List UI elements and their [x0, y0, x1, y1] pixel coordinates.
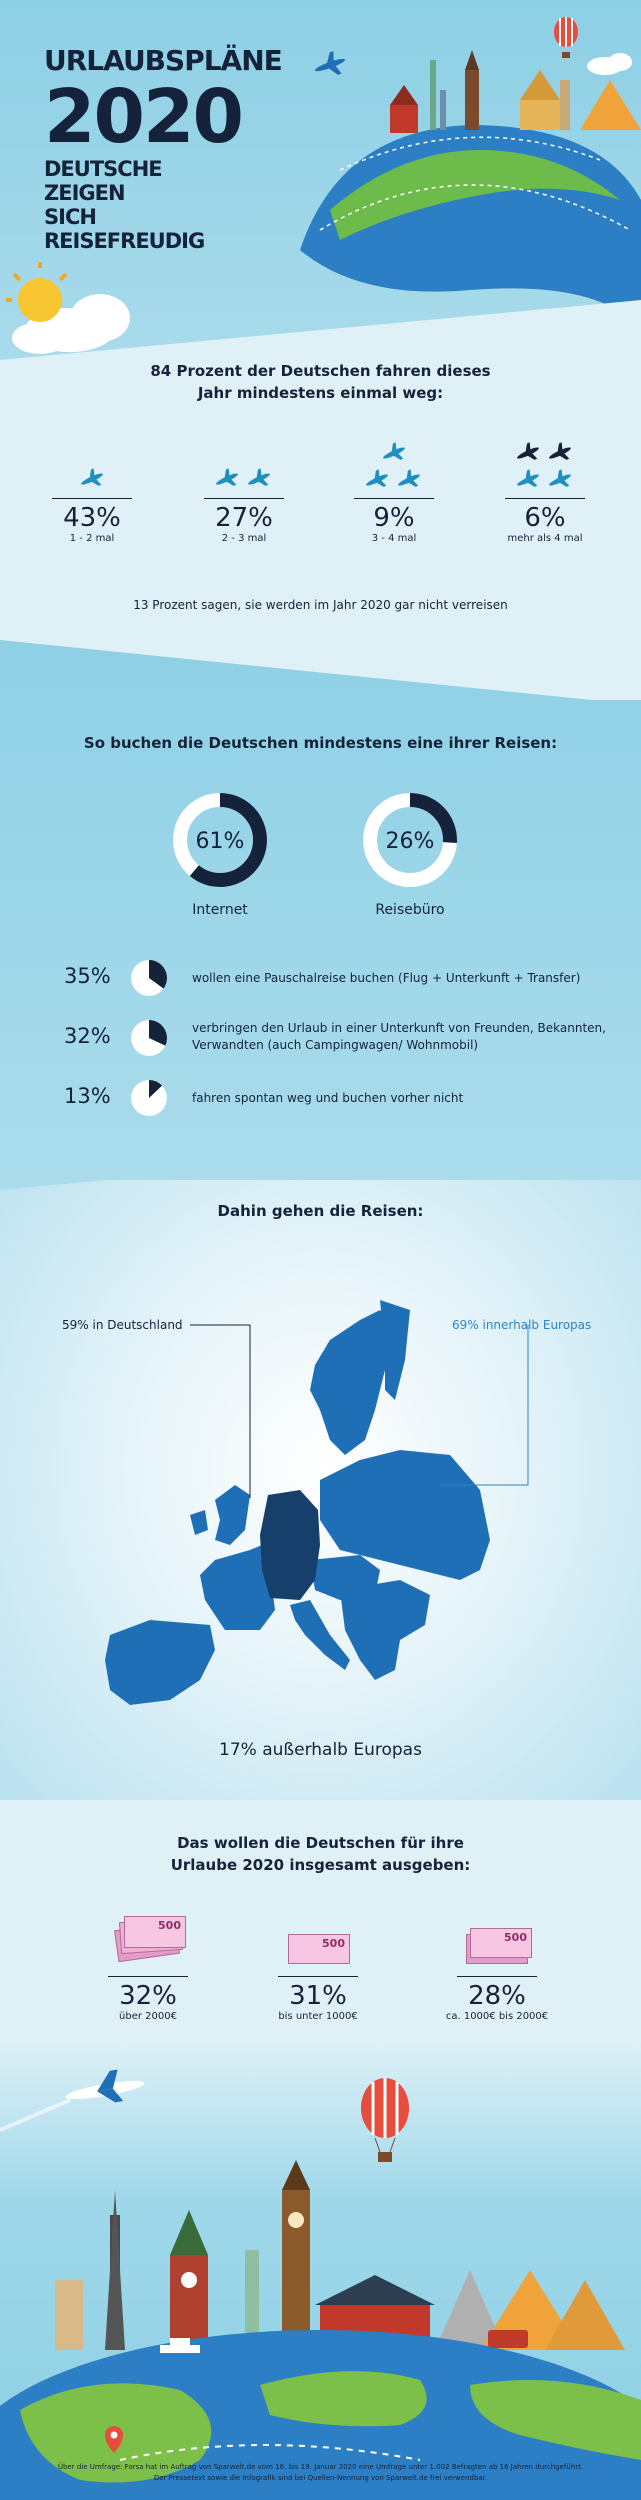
frequency-label: 1 - 2 mal: [69, 533, 115, 544]
europe-map: [0, 1240, 641, 1710]
header-section: [0, 0, 641, 360]
spending-item: [98, 1912, 198, 2022]
title-line1: URLAUBSPLÄNE: [44, 44, 282, 77]
airplane-icon: [62, 2065, 146, 2110]
frequency-label: 2 - 3 mal: [221, 533, 267, 544]
germany-region: [260, 1490, 320, 1600]
booking-row: [64, 958, 624, 998]
divider: [52, 498, 132, 499]
booking-row-value: 35%: [64, 964, 111, 988]
spending-item: [442, 1912, 552, 2022]
frequency-value: 43%: [63, 503, 121, 533]
germany-share-label: 59% in Deutschland: [62, 1318, 183, 1332]
airplane-icon: [311, 48, 349, 81]
airplane-icon-group: [495, 440, 595, 494]
survey-footnote: Über die Umfrage: Forsa hat im Auftrag von Sparwelt.de vom 16. bis 19. Januar 2020 eine Umfrage unter 1.002 Befragten ab 16 Jahren durchgeführt. Der Pressetext sowie die Infografik sind bei Quellen-Nennung von Sparwelt.de frei verwendbar.: [57, 2463, 584, 2482]
donut-value: 26%: [385, 829, 435, 854]
spending-heading: Das wollen die Deutschen für ihre Urlaube 2020 insgesamt ausgeben:: [170, 1834, 471, 1874]
donut-internet: [170, 790, 270, 918]
frequency-value: 27%: [215, 503, 273, 533]
divider: [457, 1976, 537, 1977]
airplane-icon-group: [194, 464, 294, 494]
destinations-section: [0, 1180, 641, 1820]
spending-value: 31%: [289, 1981, 347, 2011]
spending-value: 32%: [119, 1981, 177, 2011]
bus-icon: [488, 2330, 528, 2348]
divider: [354, 498, 434, 499]
banknote-icon: 500: [268, 1912, 368, 1972]
booking-row: [64, 1018, 624, 1058]
spending-label: ca. 1000€ bis 2000€: [445, 2011, 549, 2022]
spending-label: über 2000€: [119, 2011, 177, 2022]
outside-europe-label: 17% außerhalb Europas: [219, 1740, 422, 1760]
donut-chart: [360, 790, 460, 890]
footer-section: [0, 2040, 641, 2500]
subtitle-line2: SICH REISEFREUDIG: [44, 205, 205, 253]
hot-air-balloon-icon: [361, 2078, 409, 2162]
booking-row-value: 32%: [64, 1024, 111, 1048]
divider: [108, 1976, 188, 1977]
pie-icon: [129, 1018, 169, 1058]
title-year: 2020: [44, 74, 242, 160]
section-divider: [0, 300, 641, 360]
frequency-note: 13 Prozent sagen, sie werden im Jahr 2020 gar nicht verreisen: [133, 598, 508, 612]
booking-row-text: verbringen den Urlaub in einer Unterkunft von Freunden, Bekannten, Verwandten (auch Campingwagen/ Wohnmobil): [192, 1021, 606, 1052]
donut-label: Internet: [192, 902, 248, 918]
banknote-pair-icon: 500: [442, 1912, 552, 1972]
frequency-item: [344, 440, 444, 544]
europe-share-label: 69% innerhalb Europas: [452, 1318, 592, 1332]
frequency-value: 6%: [524, 503, 566, 533]
hot-air-balloon-icon: [554, 17, 578, 58]
booking-row: [64, 1078, 624, 1118]
airplane-icon-group: [344, 440, 444, 494]
world-landmarks-illustration: [0, 2040, 641, 2500]
frequency-label: 3 - 4 mal: [371, 533, 417, 544]
frequency-section: [0, 360, 641, 640]
booking-row-value: 13%: [64, 1084, 111, 1108]
airplane-icon-group: [42, 464, 142, 494]
frequency-label: mehr als 4 mal: [507, 533, 583, 544]
booking-row-text: wollen eine Pauschalreise buchen (Flug + Unterkunft + Transfer): [192, 971, 581, 985]
spending-value: 28%: [468, 1981, 526, 2011]
banknote-stack-icon: 500: [98, 1912, 198, 1972]
frequency-item: [42, 464, 142, 544]
frequency-value: 9%: [373, 503, 415, 533]
spending-label: bis unter 1000€: [278, 2011, 358, 2022]
donut-travel-agency: [360, 790, 460, 918]
spending-item: [268, 1912, 368, 2022]
booking-row-text: fahren spontan weg und buchen vorher nicht: [192, 1091, 464, 1105]
divider: [278, 1976, 358, 1977]
pie-icon: [129, 1078, 169, 1118]
donut-label: Reisebüro: [375, 902, 445, 918]
section-divider: [0, 640, 641, 700]
donut-chart: [170, 790, 270, 890]
frequency-heading: 84 Prozent der Deutschen fahren dieses Jahr mindestens einmal weg:: [150, 362, 491, 402]
pie-icon: [129, 958, 169, 998]
divider: [505, 498, 585, 499]
divider: [204, 498, 284, 499]
frequency-item: [194, 464, 294, 544]
donut-value: 61%: [195, 829, 245, 854]
frequency-item: [495, 440, 595, 544]
subtitle-line1: DEUTSCHE ZEIGEN: [44, 157, 162, 205]
booking-heading: So buchen die Deutschen mindestens eine ihrer Reisen:: [83, 734, 558, 752]
destinations-heading: Dahin gehen die Reisen:: [217, 1202, 424, 1220]
booking-section: [0, 640, 641, 1180]
